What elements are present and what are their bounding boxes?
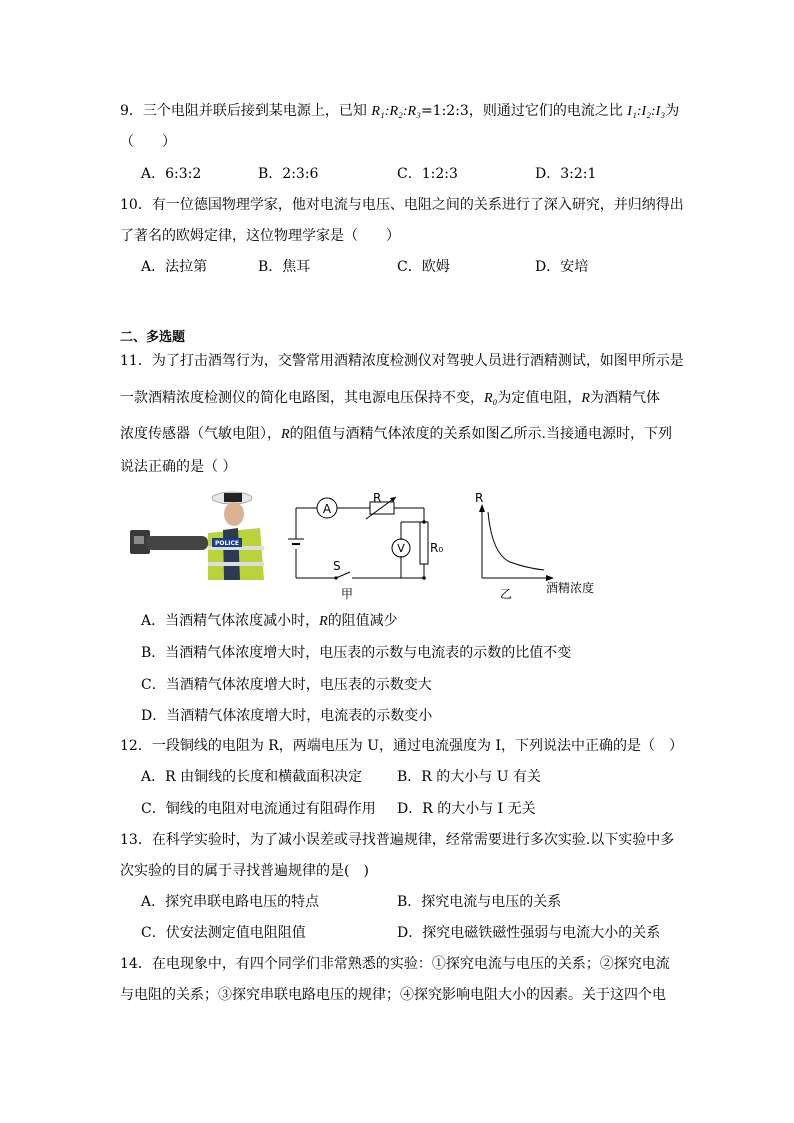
q13-option-b[interactable]: B．探究电流与电压的关系 <box>397 894 562 910</box>
q10-option-a[interactable]: A．法拉第 <box>141 259 208 275</box>
q13-option-a[interactable]: A．探究串联电路电压的特点 <box>141 894 320 910</box>
q9-option-d[interactable]: D．3:2:1 <box>535 166 597 182</box>
q10-stem-2: 了著名的欧姆定律，这位物理学家是（ ） <box>120 228 400 244</box>
fixed-resistor-label: R₀ <box>430 541 444 555</box>
q12-option-d[interactable]: D．R 的大小与 I 无关 <box>397 801 536 817</box>
ammeter-label: A <box>322 502 332 516</box>
q10-option-b[interactable]: B．焦耳 <box>258 259 311 275</box>
fig-label-yi: 乙 <box>500 587 513 600</box>
q9-blank: （ ） <box>120 134 176 150</box>
q9-stem: 9．三个电阻并联后接到某电源上，已知 R₁:R₂:R₃=1:2:3，则通过它们的电流之比 I₁:I₂:I₃为 <box>120 103 680 119</box>
q12-option-a[interactable]: A．R 由铜线的长度和横截面积决定 <box>141 769 363 785</box>
q11-stem-3: 浓度传感器（气敏电阻），R的阻值与酒精气体浓度的关系如图乙所示.当接通电源时，下列 <box>120 426 673 442</box>
q13-stem-2: 次实验的目的属于寻找普遍规律的是( ) <box>120 863 369 879</box>
q12-option-c[interactable]: C．铜线的电阻对电流通过有阻碍作用 <box>141 801 376 817</box>
q10-stem-1: 10．有一位德国物理学家，他对电流与电压、电阻之间的关系进行了深入研究，并归纳得出 <box>120 197 684 213</box>
graph-curve <box>488 512 544 570</box>
switch-label: S <box>333 559 341 573</box>
q13-stem-1: 13．在科学实验时，为了减小误差或寻找普遍规律，经常需要进行多次实验.以下实验中多 <box>120 832 675 848</box>
graph-x-label: 酒精浓度 <box>546 581 595 595</box>
police-photo <box>128 488 268 580</box>
q13-option-d[interactable]: D．探究电磁铁磁性强弱与电流大小的关系 <box>397 925 661 941</box>
q10-option-c[interactable]: C．欧姆 <box>397 259 450 275</box>
graph-y-label: R <box>475 491 484 505</box>
circuit-diagram <box>286 488 446 600</box>
q11-option-c[interactable]: C．当酒精气体浓度增大时，电压表的示数变大 <box>141 677 432 693</box>
q11-option-b[interactable]: B．当酒精气体浓度增大时，电压表的示数与电流表的示数的比值不变 <box>141 645 572 661</box>
resistance-graph <box>470 488 610 600</box>
q14-stem-1: 14．在电现象中，有四个同学们非常熟悉的实验：①探究电流与电压的关系；②探究电流 <box>120 956 670 972</box>
q10-option-d[interactable]: D．安培 <box>535 259 589 275</box>
q9-option-b[interactable]: B．2:3:6 <box>258 166 319 182</box>
police-badge-text: POLICE <box>214 540 240 547</box>
q11-stem-4: 说法正确的是（ ） <box>120 459 237 475</box>
sensor-label: R <box>373 491 382 505</box>
q12-stem: 12．一段铜线的电阻为 R，两端电压为 U，通过电流强度为 I，下列说法中正确的是（ ） <box>120 738 684 754</box>
fig-label-jia: 甲 <box>341 587 354 600</box>
q11-stem-1: 11．为了打击酒驾行为，交警常用酒精浓度检测仪对驾驶人员进行酒精测试，如图甲所示是 <box>120 353 684 369</box>
voltmeter-label: V <box>397 542 405 555</box>
q11-option-a[interactable]: A．当酒精气体浓度减小时，R的阻值减少 <box>141 613 398 629</box>
q14-stem-2: 与电阻的关系；③探究串联电路电压的规律；④探究影响电阻大小的因素。关于这四个电 <box>120 987 666 1003</box>
q9-option-c[interactable]: C．1:2:3 <box>397 166 458 182</box>
section-heading: 二、多选题 <box>120 330 186 345</box>
q11-stem-2: 一款酒精浓度检测仪的简化电路图，其电源电压保持不变，R₀为定值电阻，R为酒精气体 <box>120 390 660 406</box>
q13-option-c[interactable]: C．伏安法测定值电阻阻值 <box>141 925 306 941</box>
q12-option-b[interactable]: B．R 的大小与 U 有关 <box>397 769 541 785</box>
q11-option-d[interactable]: D．当酒精气体浓度增大时，电流表的示数变小 <box>141 708 433 724</box>
q9-option-a[interactable]: A．6:3:2 <box>141 166 202 182</box>
